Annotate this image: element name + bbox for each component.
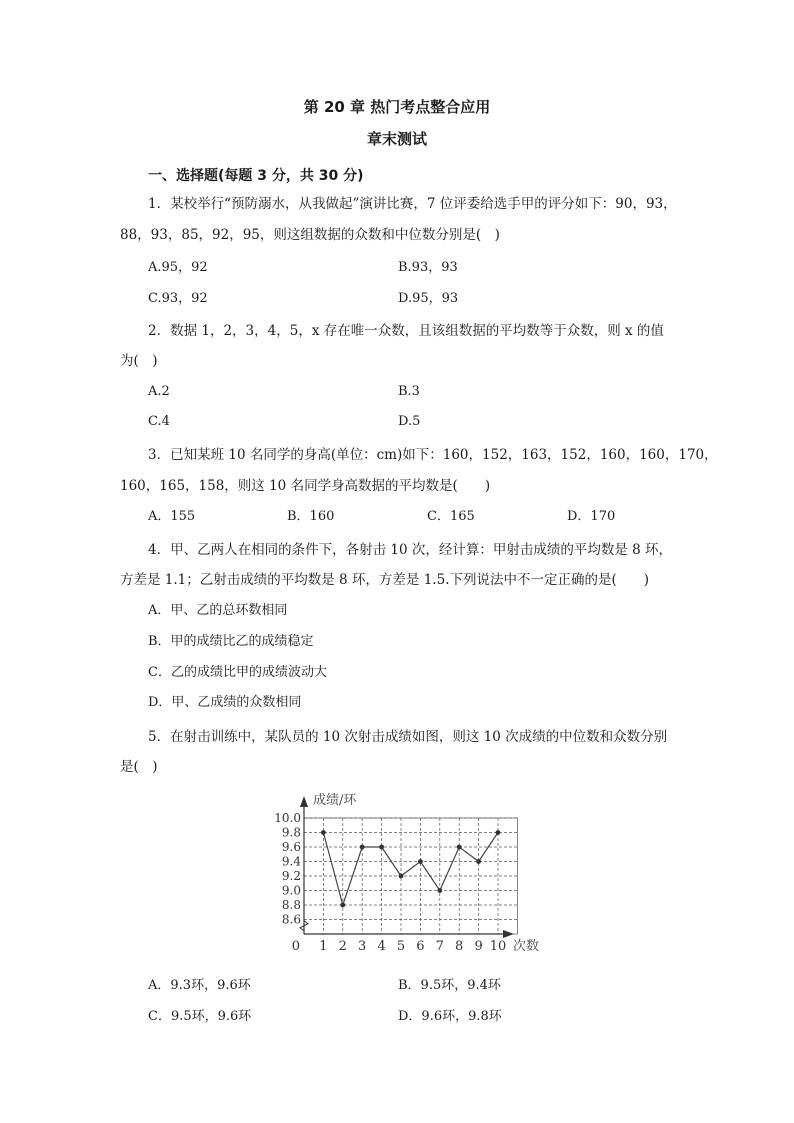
y-tick-label: 8.8 bbox=[281, 898, 301, 912]
chart-series bbox=[321, 830, 500, 907]
y-axis-arrow bbox=[300, 796, 308, 807]
question-4-option-c[interactable]: C．乙的成绩比甲的成绩波动大 bbox=[148, 665, 327, 680]
question-1-option-a[interactable]: A.95，92 bbox=[148, 260, 208, 275]
chart-tick-labels bbox=[274, 792, 539, 954]
x-tick-label: 5 bbox=[396, 939, 406, 954]
data-point bbox=[476, 859, 481, 864]
question-1-option-b[interactable]: B.93，93 bbox=[398, 260, 458, 275]
question-3-option-c[interactable]: C．165 bbox=[427, 509, 475, 524]
y-tick-label: 9.4 bbox=[281, 854, 301, 869]
question-2-option-a[interactable]: A.2 bbox=[148, 384, 170, 399]
shooting-score-line-chart bbox=[270, 788, 560, 963]
question-4-line-2: 方差是 1.1；乙射击成绩的平均数是 8 环，方差是 1.5.下列说法中不一定正确的是( ) bbox=[120, 572, 650, 588]
question-3-line-1: 3．已知某班 10 名同学的身高(单位：cm)如下：160，152，163，152，160，160，170， bbox=[148, 447, 718, 463]
series-line bbox=[323, 833, 498, 906]
data-point bbox=[437, 888, 442, 893]
x-tick-label: 3 bbox=[358, 939, 367, 954]
page-subtitle: 章末测试 bbox=[366, 130, 427, 148]
data-point bbox=[418, 859, 423, 864]
question-2-option-d[interactable]: D.5 bbox=[398, 414, 421, 429]
question-2-line-1: 2．数据 1，2，3，4，5，x 存在唯一众数，且该组数据的平均数等于众数，则 x 的值 bbox=[148, 323, 664, 339]
x-tick-label: 1 bbox=[319, 939, 328, 954]
question-4-option-d[interactable]: D．甲、乙成绩的众数相同 bbox=[148, 695, 302, 710]
question-5-line-1: 5．在射击训练中，某队员的 10 次射击成绩如图，则这 10 次成绩的中位数和众数分别 bbox=[148, 729, 668, 745]
question-1-option-c[interactable]: C.93，92 bbox=[148, 291, 208, 306]
question-3-option-a[interactable]: A．155 bbox=[148, 509, 196, 524]
x-tick-label: 2 bbox=[338, 939, 347, 954]
y-tick-label: 9.2 bbox=[281, 869, 301, 883]
question-5-option-a[interactable]: A．9.3环，9.6环 bbox=[148, 978, 251, 993]
x-tick-label: 6 bbox=[416, 939, 425, 954]
question-3-option-b[interactable]: B．160 bbox=[287, 509, 335, 524]
question-1-line-1: 1．某校举行“预防溺水，从我做起”演讲比赛，7 位评委给选手甲的评分如下：90，93， bbox=[148, 196, 677, 212]
question-5-option-b[interactable]: B．9.5环，9.4环 bbox=[398, 978, 501, 993]
x-axis-arrow bbox=[503, 930, 514, 938]
data-point bbox=[321, 830, 326, 835]
x-tick-label: 10 bbox=[489, 939, 507, 954]
page-title: 第 20 章 热门考点整合应用 bbox=[303, 98, 491, 116]
origin-label: 0 bbox=[291, 939, 300, 954]
data-point bbox=[457, 845, 462, 850]
question-2-option-b[interactable]: B.3 bbox=[398, 384, 420, 399]
question-5-option-d[interactable]: D．9.6环，9.8环 bbox=[398, 1009, 502, 1024]
question-2-line-2: 为( ) bbox=[120, 353, 158, 369]
chart-grid bbox=[304, 818, 517, 934]
question-3-line-2: 160，165，158，则这 10 名同学身高数据的平均数是( ) bbox=[120, 478, 491, 494]
y-tick-label: 10.0 bbox=[274, 811, 301, 825]
question-4-option-b[interactable]: B．甲的成绩比乙的成绩稳定 bbox=[148, 634, 314, 649]
question-3-option-d[interactable]: D．170 bbox=[567, 509, 616, 524]
y-tick-label: 9.0 bbox=[281, 883, 301, 898]
question-2-option-c[interactable]: C.4 bbox=[148, 414, 170, 429]
x-tick-label: 7 bbox=[435, 939, 444, 954]
y-tick-label: 9.8 bbox=[281, 825, 301, 840]
y-axis-title: 成绩/环 bbox=[313, 793, 357, 808]
x-tick-label: 8 bbox=[455, 939, 464, 954]
question-1-option-d[interactable]: D.95，93 bbox=[398, 291, 459, 306]
question-5-line-2: 是( ) bbox=[120, 759, 158, 775]
question-4-option-a[interactable]: A．甲、乙的总环数相同 bbox=[148, 603, 288, 618]
x-axis-title: 次数 bbox=[513, 939, 540, 954]
section-heading: 一、选择题(每题 3 分，共 30 分) bbox=[148, 168, 364, 184]
x-tick-label: 4 bbox=[377, 939, 386, 954]
data-point bbox=[496, 830, 501, 835]
data-point bbox=[340, 903, 345, 908]
question-4-line-1: 4．甲、乙两人在相同的条件下，各射击 10 次，经计算：甲射击成绩的平均数是 8 环， bbox=[148, 542, 673, 558]
y-tick-label: 8.6 bbox=[281, 912, 301, 927]
y-tick-label: 9.6 bbox=[281, 840, 301, 854]
data-point bbox=[360, 845, 365, 850]
data-point bbox=[399, 874, 404, 879]
x-tick-label: 9 bbox=[474, 939, 483, 954]
question-1-line-2: 88，93，85，92，95，则这组数据的众数和中位数分别是( ) bbox=[120, 227, 500, 243]
data-point bbox=[379, 845, 384, 850]
question-5-option-c[interactable]: C．9.5环，9.6环 bbox=[148, 1009, 252, 1024]
